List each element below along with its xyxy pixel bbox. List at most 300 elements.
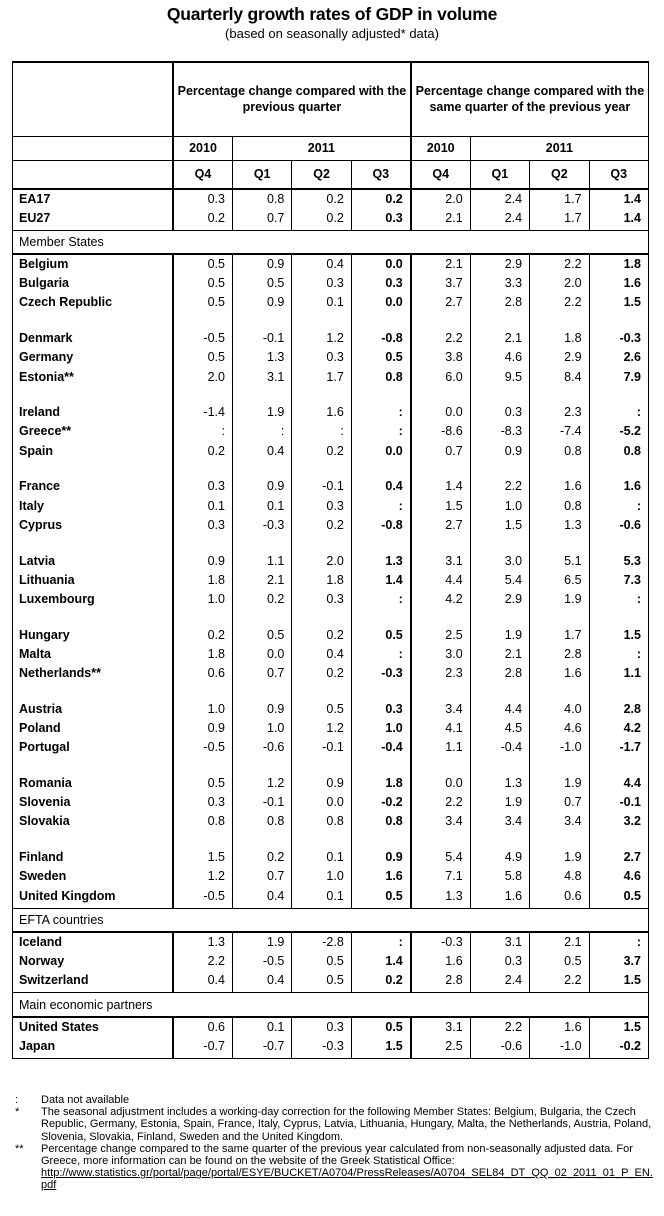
row-value: 2.2 [411,793,470,812]
row-value: 1.8 [173,644,232,663]
spacer-cell [292,534,351,551]
spacer-cell [589,757,648,774]
row-value: -0.2 [351,793,410,812]
row-value: 3.4 [470,812,529,831]
table-row [13,773,649,792]
row-value: 3.1 [411,1017,470,1036]
spacer-cell [173,534,232,551]
row-value: -0.5 [173,886,232,905]
row-value: : [589,589,648,608]
row-value: : [589,644,648,663]
row-value: : [232,422,291,441]
spacer-cell [292,683,351,700]
row-value: 3.2 [589,812,648,831]
row-value: 0.0 [351,441,410,460]
row-value: 4.4 [411,570,470,589]
row-value: 0.3 [351,208,410,227]
spacer-cell [13,1055,174,1058]
section-label: Member States [13,230,649,254]
row-value: 4.8 [530,867,589,886]
spacer-cell [292,460,351,477]
row-value: 4.4 [470,699,529,718]
row-value: 1.1 [589,664,648,683]
row-value: 0.5 [232,274,291,293]
row-value: 2.5 [411,1036,470,1055]
row-value: 2.8 [470,664,529,683]
spacer-cell [232,831,291,848]
row-value: 0.3 [173,477,232,496]
row-value: 1.4 [351,951,410,970]
header-quarter: Q2 [530,160,589,189]
row-value: 0.5 [173,293,232,312]
spacer-cell [530,460,589,477]
spacer-cell [292,312,351,329]
table-row [13,477,649,496]
row-name: Czech Republic [13,293,174,312]
row-value: 1.5 [589,625,648,644]
row-value: 2.4 [470,208,529,227]
row-value: : [351,422,410,441]
row-value: 0.8 [232,812,291,831]
row-value: 1.6 [292,403,351,422]
row-value: -0.4 [470,738,529,757]
row-value: -8.6 [411,422,470,441]
row-name: Switzerland [13,971,174,990]
spacer-cell [470,831,529,848]
row-value: 0.4 [173,971,232,990]
spacer-cell [411,757,470,774]
row-value: -0.4 [351,738,410,757]
row-value: 2.7 [411,515,470,534]
statistics-link[interactable]: http://www.statistics.gr/portal/page/portal/ESYE/BUCKET/A0704/PressReleases/A0704_SEL84_DT_QQ_02_2011_01_P_EN.pdf [41,1167,653,1192]
spacer-cell [232,534,291,551]
row-value: 1.4 [411,477,470,496]
row-value: 0.5 [292,971,351,990]
row-value: 1.7 [530,208,589,227]
page-title: Quarterly growth rates of GDP in volume [166,4,498,24]
spacer-cell [173,1055,232,1058]
row-value: -1.0 [530,1036,589,1055]
spacer-cell [589,312,648,329]
row-value: 2.2 [530,971,589,990]
spacer-cell [292,757,351,774]
row-value: 0.8 [530,441,589,460]
row-value: 1.1 [411,738,470,757]
spacer-cell [173,386,232,403]
row-name: United States [13,1017,174,1036]
row-value: 4.6 [470,348,529,367]
spacer-cell [530,609,589,626]
row-name: Malta [13,644,174,663]
row-value: 1.4 [589,189,648,208]
row-value: 1.9 [530,773,589,792]
row-value: 0.1 [173,496,232,515]
page-subtitle: (based on seasonally adjusted* data) [225,26,439,41]
row-value: 0.2 [292,515,351,534]
table-row [13,515,649,534]
row-value: 0.3 [173,189,232,208]
row-value: 1.3 [173,932,232,951]
table-row [13,867,649,886]
row-value: 2.0 [292,551,351,570]
row-value: 1.6 [530,477,589,496]
spacer-cell [173,683,232,700]
footnote-text: Data not available [41,1094,130,1106]
row-value: 0.7 [232,208,291,227]
row-value: : [351,403,410,422]
row-value: 1.0 [470,496,529,515]
row-value: 4.6 [589,867,648,886]
row-value: : [351,644,410,663]
row-value: -2.8 [292,932,351,951]
row-value: 0.4 [232,441,291,460]
row-value: 3.1 [232,367,291,386]
row-value: 1.7 [530,189,589,208]
row-name: France [13,477,174,496]
row-value: 1.8 [292,570,351,589]
table-row [13,848,649,867]
row-value: 2.0 [530,274,589,293]
spacer-cell [411,312,470,329]
row-value: 0.2 [292,625,351,644]
row-value: -0.8 [351,515,410,534]
footnote [15,1143,655,1192]
table-row [13,812,649,831]
row-value: 2.1 [411,208,470,227]
row-value: 1.0 [351,719,410,738]
row-value: 0.2 [173,625,232,644]
row-value: 4.4 [589,773,648,792]
row-value: 4.0 [530,699,589,718]
spacer-cell [292,386,351,403]
row-value: 1.0 [173,699,232,718]
row-value: 1.5 [589,971,648,990]
row-value: 0.2 [173,441,232,460]
row-value: 2.1 [470,329,529,348]
spacer-cell [13,534,174,551]
header-quarter: Q2 [292,160,351,189]
row-value: 1.8 [351,773,410,792]
row-value: 2.1 [411,254,470,273]
spacer-cell [232,1055,291,1058]
row-name: Spain [13,441,174,460]
row-value: 1.6 [411,951,470,970]
row-value: 0.2 [292,189,351,208]
row-name: Germany [13,348,174,367]
row-value: 1.9 [232,403,291,422]
row-value: 0.3 [470,951,529,970]
table-row [13,719,649,738]
spacer-cell [13,386,174,403]
row-value: 0.2 [173,208,232,227]
row-value: 0.0 [232,644,291,663]
row-value: 3.0 [470,551,529,570]
spacer-cell [232,386,291,403]
spacer-cell [411,609,470,626]
row-name: Finland [13,848,174,867]
row-value: 1.0 [173,589,232,608]
spacer-cell [589,386,648,403]
row-name: Netherlands** [13,664,174,683]
row-value: -0.1 [232,329,291,348]
row-value: 2.4 [470,189,529,208]
footnote-mark: ** [15,1142,24,1155]
row-value: 2.2 [530,293,589,312]
header-quarter: Q4 [173,160,232,189]
spacer-cell [470,460,529,477]
section-label: Main economic partners [13,993,649,1017]
row-value: 0.4 [232,886,291,905]
footnote [15,1094,655,1106]
table-row [13,441,649,460]
row-name: Portugal [13,738,174,757]
row-name: Bulgaria [13,274,174,293]
row-value: 9.5 [470,367,529,386]
spacer-cell [351,609,410,626]
section-label: EFTA countries [13,908,649,932]
spacer-cell [351,534,410,551]
row-value: 0.3 [292,589,351,608]
row-name: Romania [13,773,174,792]
row-name: Slovenia [13,793,174,812]
row-value: -0.1 [292,738,351,757]
row-value: : [351,496,410,515]
table-row [13,274,649,293]
row-value: 0.0 [292,793,351,812]
header-group-same-quarter: Percentage change compared with the same quarter of the previous year [411,62,649,136]
spacer-cell [292,609,351,626]
footnote-mark: : [15,1094,19,1106]
table-row [13,971,649,990]
row-value: -1.4 [173,403,232,422]
spacer-cell [530,1055,589,1058]
row-value: 0.2 [351,971,410,990]
row-value: 1.8 [589,254,648,273]
spacer-cell [13,609,174,626]
spacer-cell [589,534,648,551]
header-year-2011: 2011 [232,136,410,160]
row-value: 0.1 [292,886,351,905]
header-year-2010: 2010 [173,136,232,160]
row-value: 2.1 [470,644,529,663]
row-value: 0.7 [232,867,291,886]
row-value: 0.1 [232,496,291,515]
spacer-cell [589,831,648,848]
row-value: -0.3 [292,1036,351,1055]
row-value: 0.3 [351,699,410,718]
row-value: 2.9 [470,254,529,273]
footnote-text: Percentage change compared to the same quarter of the previous year calculated from non-seasonally adjusted data. For Greece, more information can be found on the website of the Greek Statistical Office: [41,1142,633,1168]
row-value: 1.4 [589,208,648,227]
row-value: -5.2 [589,422,648,441]
row-name: Japan [13,1036,174,1055]
row-value: 0.9 [292,773,351,792]
row-value: : [589,932,648,951]
row-value: 0.6 [530,886,589,905]
row-name: EA17 [13,189,174,208]
row-value: -1.7 [589,738,648,757]
spacer-cell [351,312,410,329]
row-value: 0.9 [232,699,291,718]
spacer-cell [232,757,291,774]
header-quarter: Q3 [589,160,648,189]
spacer-cell [13,312,174,329]
row-value: 1.9 [470,625,529,644]
row-value: 5.4 [411,848,470,867]
row-value: 1.6 [589,477,648,496]
row-value: 5.4 [470,570,529,589]
spacer-cell [470,312,529,329]
row-name: Slovakia [13,812,174,831]
row-value: 2.2 [470,477,529,496]
row-value: 3.1 [411,551,470,570]
row-value: 0.5 [292,699,351,718]
spacer-cell [351,386,410,403]
spacer-cell [173,831,232,848]
table-row [13,932,649,951]
row-value: 0.2 [292,208,351,227]
spacer-cell [13,460,174,477]
row-value: 2.8 [411,971,470,990]
row-value: 7.9 [589,367,648,386]
row-value: 2.9 [470,589,529,608]
row-value: 1.7 [530,625,589,644]
row-value: 1.6 [530,664,589,683]
header-quarter: Q4 [411,160,470,189]
row-value: : [351,932,410,951]
row-value: 2.3 [411,664,470,683]
row-value: 4.2 [589,719,648,738]
row-value: 0.8 [173,812,232,831]
spacer-cell [232,609,291,626]
row-value: 2.8 [530,644,589,663]
row-value: 5.8 [470,867,529,886]
row-name: Luxembourg [13,589,174,608]
row-value: 0.3 [173,515,232,534]
row-value: 0.9 [173,719,232,738]
footnote [15,1106,655,1143]
row-value: 3.4 [411,812,470,831]
row-value: 0.5 [351,348,410,367]
row-value: 0.5 [173,254,232,273]
row-value: 1.2 [292,329,351,348]
spacer-cell [292,831,351,848]
row-value: 0.2 [232,589,291,608]
row-value: -0.7 [173,1036,232,1055]
row-value: 0.4 [351,477,410,496]
row-value: 1.9 [470,793,529,812]
table-row [13,570,649,589]
row-value: 0.9 [470,441,529,460]
row-name: EU27 [13,208,174,227]
row-value: 0.8 [351,812,410,831]
row-name: Denmark [13,329,174,348]
row-value: 0.3 [292,1017,351,1036]
row-value: 3.7 [411,274,470,293]
row-value: : [589,496,648,515]
spacer-cell [470,386,529,403]
row-value: -8.3 [470,422,529,441]
footnote-mark: * [15,1106,20,1119]
row-value: 2.9 [530,348,589,367]
spacer-cell [530,312,589,329]
row-value: -0.5 [232,951,291,970]
header-quarter: Q3 [351,160,410,189]
row-value: 2.0 [173,367,232,386]
spacer-cell [13,757,174,774]
table-row [13,208,649,227]
row-value: 1.2 [232,773,291,792]
spacer-cell [530,386,589,403]
spacer-cell [411,534,470,551]
header-quarter: Q1 [232,160,291,189]
row-value: 0.5 [530,951,589,970]
spacer-cell [13,831,174,848]
row-value: 2.7 [411,293,470,312]
row-value: 0.2 [292,441,351,460]
table-row [13,951,649,970]
row-value: 0.9 [232,254,291,273]
spacer-cell [470,683,529,700]
spacer-cell [232,683,291,700]
row-value: 0.9 [232,293,291,312]
spacer-cell [173,312,232,329]
row-name: Lithuania [13,570,174,589]
row-value: 1.6 [530,1017,589,1036]
row-value: -0.6 [470,1036,529,1055]
row-value: -0.3 [589,329,648,348]
row-value: -0.3 [411,932,470,951]
row-value: 1.1 [232,551,291,570]
row-value: 0.8 [292,812,351,831]
row-value: 2.3 [530,403,589,422]
row-value: -0.1 [589,793,648,812]
row-value: 1.0 [232,719,291,738]
row-value: 0.7 [232,664,291,683]
spacer-cell [173,757,232,774]
spacer-cell [351,460,410,477]
row-value: 1.6 [470,886,529,905]
row-value: -0.6 [589,515,648,534]
row-value: 0.5 [173,773,232,792]
row-name: Italy [13,496,174,515]
header-group-previous-quarter: Percentage change compared with the previous quarter [173,62,411,136]
row-value: 2.2 [470,1017,529,1036]
spacer-cell [411,460,470,477]
spacer-cell [411,1055,470,1058]
row-value: 2.1 [232,570,291,589]
row-value: 3.3 [470,274,529,293]
row-value: 0.1 [232,1017,291,1036]
table-row [13,293,649,312]
row-value: 0.4 [232,971,291,990]
row-value: 0.8 [589,441,648,460]
row-value: 2.2 [411,329,470,348]
table-row [13,664,649,683]
spacer-cell [470,609,529,626]
spacer-cell [173,609,232,626]
spacer-cell [351,831,410,848]
row-value: 1.7 [292,367,351,386]
row-value: 0.2 [232,848,291,867]
header-corner-cell [13,62,174,136]
table-row [13,254,649,273]
row-value: 0.6 [173,664,232,683]
row-value: 2.8 [470,293,529,312]
row-value: 5.1 [530,551,589,570]
row-value: 0.0 [411,773,470,792]
row-value: 1.5 [351,1036,410,1055]
